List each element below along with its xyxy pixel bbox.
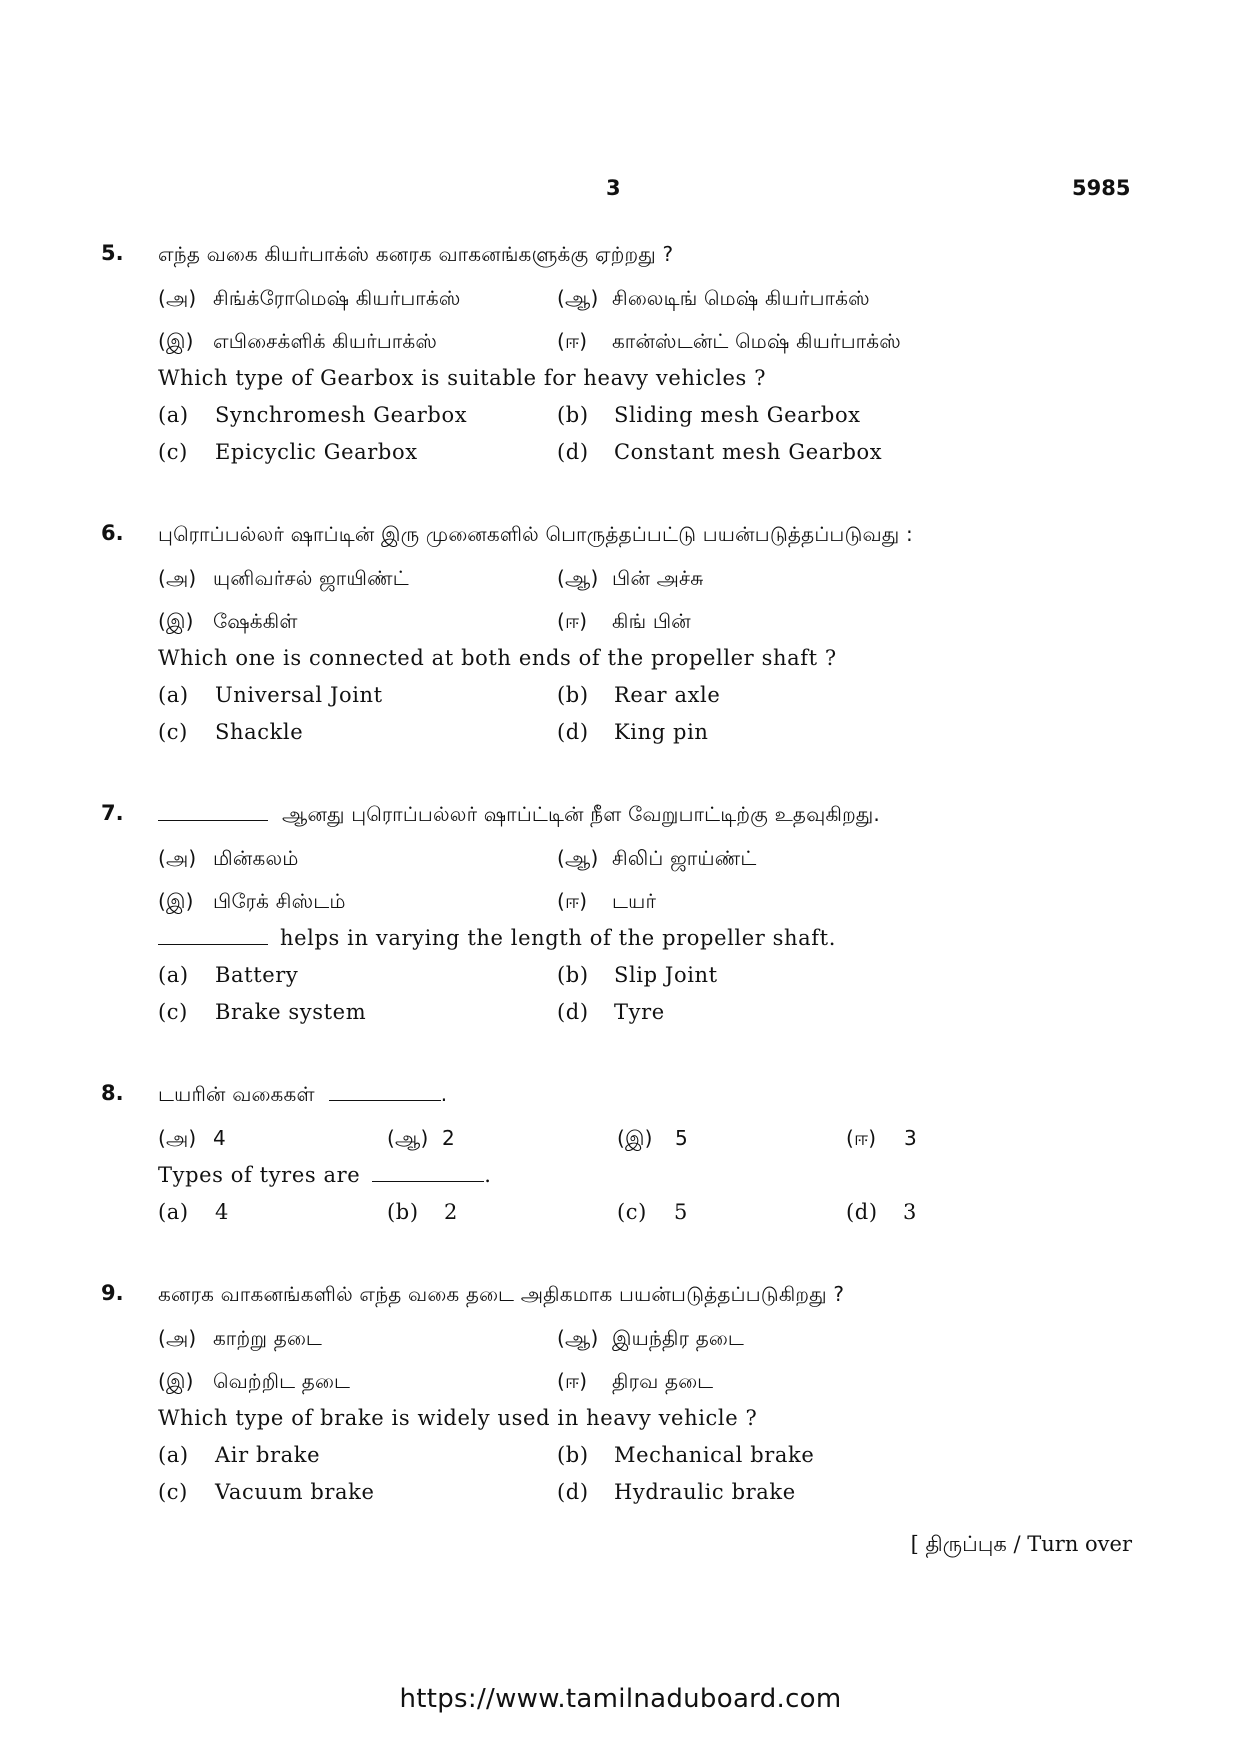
tamil-option (846, 1126, 917, 1153)
page-number: 3 (606, 176, 621, 200)
option-label: (d) (846, 1200, 878, 1224)
option-text: பின் அச்சு (612, 566, 704, 590)
option-label: (c) (617, 1200, 647, 1224)
option-text: எபிசைக்ளிக் கியர்பாக்ஸ் (213, 329, 438, 353)
english-option (557, 403, 861, 427)
tamil-option (557, 329, 901, 356)
english-option (158, 1000, 366, 1024)
option-label: (அ) (158, 1126, 197, 1150)
question-number: 6. (101, 521, 124, 545)
option-label: (b) (557, 683, 589, 707)
option-text: 3 (904, 1126, 917, 1150)
paper-code: 5985 (1072, 176, 1131, 200)
option-text: ஷேக்கிள் (213, 609, 298, 633)
option-label: (ஈ) (557, 889, 588, 913)
tamil-option (387, 1126, 455, 1153)
tamil-option (158, 566, 409, 593)
option-text: வெற்றிட தடை (213, 1369, 351, 1393)
option-label: (ஆ) (557, 566, 599, 590)
option-text: 5 (675, 1126, 688, 1150)
english-question: Which type of Gearbox is suitable for heavy vehicles ? (158, 366, 767, 390)
option-text: Epicyclic Gearbox (215, 440, 418, 464)
tamil-option (557, 609, 691, 636)
tamil-question: ஆனது புரொப்பல்லர் ஷாப்ட்டின் நீள வேறுபாட்டிற்கு உதவுகிறது. (282, 802, 880, 826)
english-option (158, 1200, 229, 1224)
english-option (846, 1200, 917, 1224)
answer-blank (158, 943, 268, 945)
option-text: King pin (614, 720, 709, 744)
option-text: 3 (903, 1200, 917, 1224)
option-text: Slip Joint (614, 963, 718, 987)
tamil-option (158, 329, 437, 356)
english-option (617, 1200, 688, 1224)
english-option (557, 963, 718, 987)
english-question-line (158, 1163, 492, 1187)
option-text: கிங் பின் (612, 609, 691, 633)
tamil-question: கனரக வாகனங்களில் எந்த வகை தடை அதிகமாக பயன்படுத்தப்படுகிறது ? (158, 1282, 845, 1306)
option-text: சிங்க்ரோமெஷ் கியர்பாக்ஸ் (213, 286, 461, 310)
option-label: (ஆ) (387, 1126, 429, 1150)
period: . (484, 1163, 492, 1187)
option-text: மின்கலம் (213, 846, 299, 870)
question-number: 8. (101, 1081, 124, 1105)
english-question: Types of tyres are (158, 1163, 361, 1187)
option-text: கான்ஸ்டன்ட் மெஷ் கியர்பாக்ஸ் (612, 329, 901, 353)
question-number: 9. (101, 1281, 124, 1305)
option-text: Hydraulic brake (614, 1480, 796, 1504)
english-option (557, 720, 709, 744)
option-label: (d) (557, 1000, 589, 1024)
option-text: Rear axle (614, 683, 721, 707)
source-url: https://www.tamilnaduboard.com (399, 1684, 842, 1714)
tamil-option (158, 286, 461, 313)
english-option (557, 1000, 665, 1024)
english-option (557, 1480, 796, 1504)
option-label: (c) (158, 1480, 188, 1504)
english-option (158, 1443, 320, 1467)
option-text: 4 (213, 1126, 226, 1150)
option-label: (இ) (617, 1126, 653, 1150)
option-text: இயந்திர தடை (612, 1326, 744, 1350)
option-label: (இ) (158, 329, 194, 353)
option-label: (a) (158, 403, 189, 427)
option-label: (a) (158, 1443, 189, 1467)
tamil-option (557, 286, 870, 313)
english-option (158, 403, 467, 427)
english-question-line (158, 926, 836, 950)
option-text: சிலிப் ஜாய்ண்ட் (612, 846, 757, 870)
option-text: யுனிவர்சல் ஜாயிண்ட் (213, 566, 409, 590)
tamil-option (158, 1126, 226, 1153)
english-question: helps in varying the length of the propeller shaft. (280, 926, 836, 950)
option-label: (a) (158, 1200, 189, 1224)
tamil-option (158, 609, 298, 636)
tamil-option (557, 566, 704, 593)
tamil-option (557, 1369, 713, 1396)
english-option (158, 963, 298, 987)
answer-blank (329, 1099, 441, 1101)
option-text: Brake system (215, 1000, 367, 1024)
option-label: (அ) (158, 1326, 197, 1350)
answer-blank (372, 1180, 484, 1182)
option-text: Tyre (614, 1000, 665, 1024)
option-text: Battery (215, 963, 299, 987)
option-text: 5 (674, 1200, 688, 1224)
option-label: (c) (158, 1000, 188, 1024)
english-option (557, 683, 720, 707)
option-label: (இ) (158, 889, 194, 913)
tamil-option (158, 889, 346, 916)
option-text: Universal Joint (215, 683, 383, 707)
option-label: (b) (557, 963, 589, 987)
option-label: (d) (557, 1480, 589, 1504)
period: . (440, 1082, 448, 1106)
tamil-question: எந்த வகை கியர்பாக்ஸ் கனரக வாகனங்களுக்கு ஏற்றது ? (158, 242, 674, 266)
option-text: Shackle (215, 720, 304, 744)
question-number: 5. (101, 241, 124, 265)
option-label: (d) (557, 720, 589, 744)
english-question: Which type of brake is widely used in heavy vehicle ? (158, 1406, 758, 1430)
turn-over-note: [ திருப்புக / Turn over (910, 1532, 1132, 1556)
option-text: Sliding mesh Gearbox (614, 403, 861, 427)
option-label: (d) (557, 440, 589, 464)
option-label: (ஈ) (557, 1369, 588, 1393)
tamil-question: புரொப்பல்லர் ஷாப்டின் இரு முனைகளில் பொருத்தப்பட்டு பயன்படுத்தப்படுவது : (158, 522, 913, 546)
question-number: 7. (101, 801, 124, 825)
tamil-question-line (158, 1082, 447, 1109)
option-text: 2 (444, 1200, 458, 1224)
option-text: டயர் (612, 889, 657, 913)
option-text: Air brake (215, 1443, 321, 1467)
tamil-question: டயரின் வகைகள் (158, 1082, 315, 1106)
option-label: (அ) (158, 566, 197, 590)
tamil-option (557, 1326, 744, 1353)
option-label: (இ) (158, 609, 194, 633)
tamil-option (158, 1369, 350, 1396)
option-label: (ஈ) (557, 609, 588, 633)
option-label: (அ) (158, 286, 197, 310)
option-text: 4 (215, 1200, 229, 1224)
option-label: (ஆ) (557, 286, 599, 310)
option-label: (b) (557, 403, 589, 427)
option-text: Constant mesh Gearbox (614, 440, 883, 464)
option-label: (a) (158, 963, 189, 987)
option-label: (ஆ) (557, 1326, 599, 1350)
english-option (387, 1200, 458, 1224)
tamil-option (557, 846, 757, 873)
english-option (158, 440, 418, 464)
option-label: (ஈ) (846, 1126, 877, 1150)
tamil-option (617, 1126, 688, 1153)
option-label: (ஆ) (557, 846, 599, 870)
english-option (557, 1443, 814, 1467)
english-option (557, 440, 882, 464)
answer-blank (158, 819, 268, 821)
option-label: (ஈ) (557, 329, 588, 353)
tamil-option (158, 1326, 322, 1353)
english-option (158, 720, 303, 744)
option-text: சிலைடிங் மெஷ் கியர்பாக்ஸ் (612, 286, 870, 310)
option-text: Mechanical brake (614, 1443, 815, 1467)
tamil-option (158, 846, 299, 873)
option-label: (c) (158, 440, 188, 464)
option-label: (b) (557, 1443, 589, 1467)
option-text: காற்று தடை (213, 1326, 323, 1350)
option-label: (a) (158, 683, 189, 707)
option-label: (b) (387, 1200, 419, 1224)
english-option (158, 1480, 375, 1504)
option-label: (இ) (158, 1369, 194, 1393)
option-text: திரவ தடை (612, 1369, 714, 1393)
option-text: பிரேக் சிஸ்டம் (213, 889, 346, 913)
tamil-option (557, 889, 656, 916)
option-text: 2 (442, 1126, 455, 1150)
option-label: (அ) (158, 846, 197, 870)
option-label: (c) (158, 720, 188, 744)
english-question: Which one is connected at both ends of the propeller shaft ? (158, 646, 837, 670)
tamil-question-line (158, 802, 880, 829)
option-text: Vacuum brake (215, 1480, 375, 1504)
option-text: Synchromesh Gearbox (215, 403, 468, 427)
english-option (158, 683, 383, 707)
